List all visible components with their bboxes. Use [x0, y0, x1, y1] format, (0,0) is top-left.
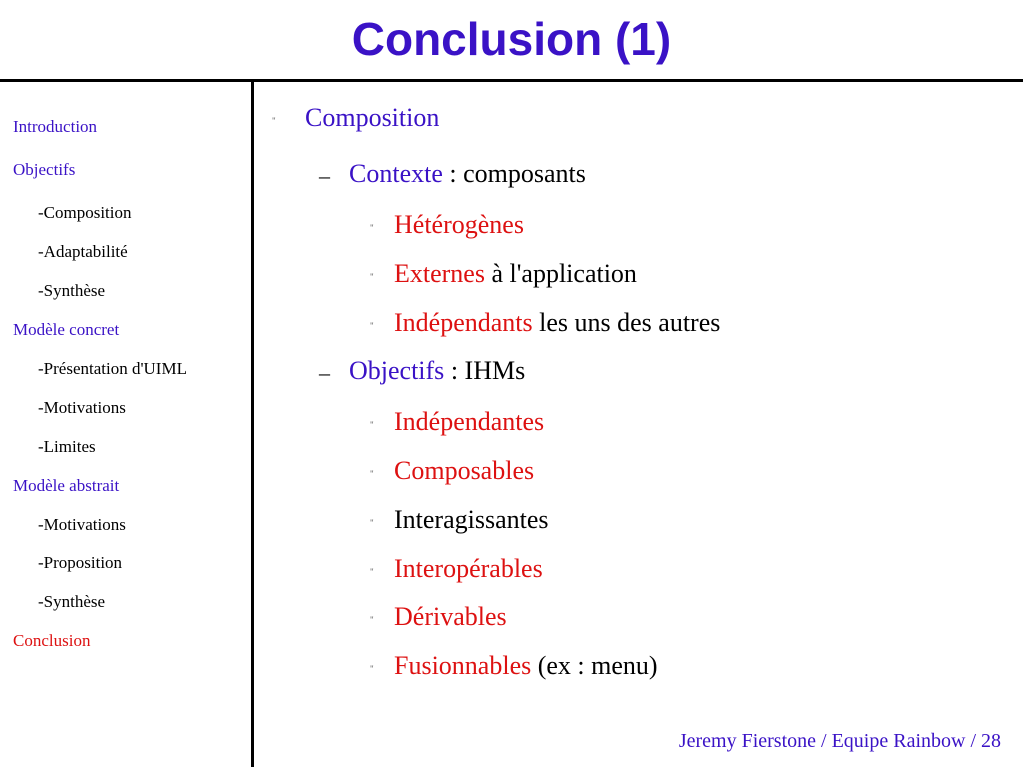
nav-item-synthese-2[interactable]: -Synthèse — [38, 592, 106, 611]
sub-bullet-marker: " — [370, 615, 374, 625]
sub-bullet-marker: " — [370, 567, 374, 577]
nav-item-composition[interactable]: -Composition — [38, 203, 132, 222]
sub-bullet-marker: " — [370, 469, 374, 479]
nav-item-motivations[interactable]: -Motivations — [38, 398, 126, 417]
bullet-objectifs — [349, 356, 525, 386]
sub-bullet-marker: " — [370, 321, 374, 331]
sub-bullet-marker: " — [370, 664, 374, 674]
bullet-heterogenes-hl: Hétérogènes — [394, 210, 524, 239]
bullet-interoperables: Interopérables — [394, 554, 543, 583]
bullet-independants-rest: les uns des autres — [532, 308, 721, 337]
nav-item-limites[interactable]: -Limites — [38, 437, 96, 456]
bullet-objectifs-rest: : IHMs — [444, 356, 526, 385]
bullet-contexte — [349, 159, 586, 189]
nav-item-modele-abstrait[interactable]: Modèle abstrait — [13, 476, 120, 495]
dash-marker: – — [319, 360, 330, 385]
nav-item-adaptabilite[interactable]: -Adaptabilité — [38, 242, 128, 261]
dash-marker: – — [319, 163, 330, 188]
bullet-independantes: Indépendantes — [394, 407, 545, 436]
bullet-contexte-head: Contexte — [349, 159, 443, 188]
bullet-heterogenes — [394, 210, 524, 240]
nav-item-motivations-2[interactable]: -Motivations — [38, 515, 126, 534]
bullet-objectifs-head: Objectifs — [349, 356, 445, 385]
sidebar-divider — [251, 79, 254, 767]
slide-title: Conclusion (1) — [351, 13, 672, 65]
bullet-marker: " — [272, 116, 276, 126]
nav-item-conclusion[interactable]: Conclusion — [13, 631, 91, 650]
sub-bullet-marker: " — [370, 518, 374, 528]
bullet-externes-hl: Externes — [394, 259, 485, 288]
bullet-composables: Composables — [394, 456, 535, 485]
sub-bullet-marker: " — [370, 272, 374, 282]
bullet-derivables: Dérivables — [394, 602, 507, 631]
bullet-independants — [394, 308, 720, 338]
bullet-externes — [394, 259, 637, 289]
bullet-independants-hl: Indépendants — [394, 308, 533, 337]
bullet-contexte-rest: : composants — [442, 159, 586, 188]
nav-item-proposition[interactable]: -Proposition — [38, 553, 123, 572]
header-divider — [0, 79, 1023, 82]
nav-item-synthese[interactable]: -Synthèse — [38, 281, 106, 300]
nav-item-presentation-uiml[interactable]: -Présentation d'UIML — [38, 359, 187, 378]
nav-item-introduction[interactable]: Introduction — [13, 117, 98, 136]
sub-bullet-marker: " — [370, 223, 374, 233]
nav-item-modele-concret[interactable]: Modèle concret — [13, 320, 120, 339]
sub-bullet-marker: " — [370, 420, 374, 430]
bullet-composition: Composition — [305, 103, 440, 132]
nav-item-objectifs[interactable]: Objectifs — [13, 160, 76, 179]
bullet-externes-rest: à l'application — [484, 259, 637, 288]
slide-footer: Jeremy Fierstone / Equipe Rainbow / 28 — [678, 730, 1001, 752]
bullet-interagissantes: Interagissantes — [394, 505, 549, 534]
bullet-fusionnables: Fusionnables (ex : menu) — [394, 651, 658, 680]
